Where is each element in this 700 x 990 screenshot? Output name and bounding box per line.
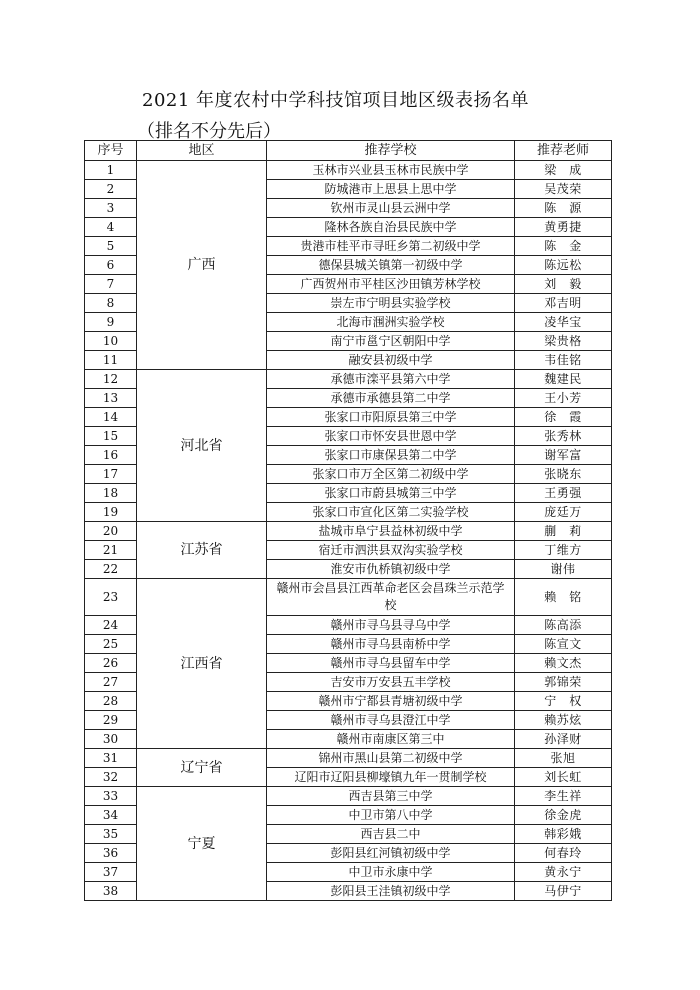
school-name: 赣州市南康区第三中 <box>267 730 515 749</box>
teacher-name: 王小芳 <box>515 389 612 408</box>
teacher-name: 张晓东 <box>515 465 612 484</box>
school-name: 西吉县二中 <box>267 825 515 844</box>
school-name: 张家口市康保县第二中学 <box>267 446 515 465</box>
teacher-name: 韦佳铭 <box>515 351 612 370</box>
teacher-name: 宁 权 <box>515 692 612 711</box>
teacher-name: 蒯 莉 <box>515 522 612 541</box>
teacher-name: 陈 金 <box>515 237 612 256</box>
teacher-name: 邓吉明 <box>515 294 612 313</box>
row-index: 21 <box>85 541 137 560</box>
row-index: 8 <box>85 294 137 313</box>
region-cell: 江西省 <box>137 579 267 749</box>
row-index: 4 <box>85 218 137 237</box>
school-name: 张家口市万全区第二初级中学 <box>267 465 515 484</box>
teacher-name: 张秀林 <box>515 427 612 446</box>
award-table <box>84 140 612 901</box>
school-name: 彭阳县红河镇初级中学 <box>267 844 515 863</box>
row-index: 9 <box>85 313 137 332</box>
school-name: 宿迁市泗洪县双沟实验学校 <box>267 541 515 560</box>
row-index: 17 <box>85 465 137 484</box>
row-index: 3 <box>85 199 137 218</box>
school-name: 张家口市蔚县城第三中学 <box>267 484 515 503</box>
teacher-name: 丁维方 <box>515 541 612 560</box>
row-index: 7 <box>85 275 137 294</box>
school-name: 张家口市宣化区第二实验学校 <box>267 503 515 522</box>
row-index: 27 <box>85 673 137 692</box>
school-name: 中卫市永康中学 <box>267 863 515 882</box>
school-name: 贵港市桂平市寻旺乡第二初级中学 <box>267 237 515 256</box>
school-name: 锦州市黑山县第二初级中学 <box>267 749 515 768</box>
school-name: 赣州市会昌县江西革命老区会昌珠兰示范学校 <box>267 579 515 616</box>
teacher-name: 赖 铭 <box>515 579 612 616</box>
school-name: 赣州市寻乌县留车中学 <box>267 654 515 673</box>
teacher-name: 郭锦荣 <box>515 673 612 692</box>
school-name: 彭阳县王洼镇初级中学 <box>267 882 515 901</box>
table-row <box>85 787 612 806</box>
school-name: 承德市承德县第二中学 <box>267 389 515 408</box>
region-cell: 宁夏 <box>137 787 267 901</box>
teacher-name: 黄勇捷 <box>515 218 612 237</box>
table-row <box>85 161 612 180</box>
row-index: 38 <box>85 882 137 901</box>
teacher-name: 李生祥 <box>515 787 612 806</box>
teacher-name: 王勇强 <box>515 484 612 503</box>
school-name: 北海市涠洲实验学校 <box>267 313 515 332</box>
row-index: 22 <box>85 560 137 579</box>
teacher-name: 徐 霞 <box>515 408 612 427</box>
row-index: 28 <box>85 692 137 711</box>
table-header-row <box>85 141 612 161</box>
region-cell: 江苏省 <box>137 522 267 579</box>
row-index: 30 <box>85 730 137 749</box>
row-index: 10 <box>85 332 137 351</box>
teacher-name: 凌华宝 <box>515 313 612 332</box>
row-index: 5 <box>85 237 137 256</box>
teacher-name: 陈远松 <box>515 256 612 275</box>
teacher-name: 谢军富 <box>515 446 612 465</box>
teacher-name: 梁 成 <box>515 161 612 180</box>
header-school: 推荐学校 <box>267 141 515 161</box>
document-subtitle: （排名不分先后） <box>137 121 281 142</box>
teacher-name: 韩彩娥 <box>515 825 612 844</box>
row-index: 16 <box>85 446 137 465</box>
table-row <box>85 579 612 616</box>
row-index: 33 <box>85 787 137 806</box>
teacher-name: 魏建民 <box>515 370 612 389</box>
school-name: 张家口市阳原县第三中学 <box>267 408 515 427</box>
teacher-name: 陈宣文 <box>515 635 612 654</box>
teacher-name: 孙泽财 <box>515 730 612 749</box>
teacher-name: 黄永宁 <box>515 863 612 882</box>
school-name: 张家口市怀安县世恩中学 <box>267 427 515 446</box>
row-index: 29 <box>85 711 137 730</box>
row-index: 25 <box>85 635 137 654</box>
teacher-name: 刘长虹 <box>515 768 612 787</box>
school-name: 广西贺州市平桂区沙田镇芳林学校 <box>267 275 515 294</box>
row-index: 18 <box>85 484 137 503</box>
school-name: 中卫市第八中学 <box>267 806 515 825</box>
school-name: 钦州市灵山县云洲中学 <box>267 199 515 218</box>
row-index: 35 <box>85 825 137 844</box>
school-name: 赣州市寻乌县澄江中学 <box>267 711 515 730</box>
teacher-name: 梁贵格 <box>515 332 612 351</box>
school-name: 玉林市兴业县玉林市民族中学 <box>267 161 515 180</box>
row-index: 23 <box>85 579 137 616</box>
row-index: 15 <box>85 427 137 446</box>
teacher-name: 庞廷万 <box>515 503 612 522</box>
school-name: 吉安市万安县五丰学校 <box>267 673 515 692</box>
row-index: 1 <box>85 161 137 180</box>
table-row <box>85 749 612 768</box>
row-index: 32 <box>85 768 137 787</box>
row-index: 12 <box>85 370 137 389</box>
school-name: 赣州市宁都县青塘初级中学 <box>267 692 515 711</box>
teacher-name: 谢伟 <box>515 560 612 579</box>
header-teacher: 推荐老师 <box>515 141 612 161</box>
school-name: 隆林各族自治县民族中学 <box>267 218 515 237</box>
row-index: 20 <box>85 522 137 541</box>
teacher-name: 赖苏炫 <box>515 711 612 730</box>
header-index: 序号 <box>85 141 137 161</box>
row-index: 31 <box>85 749 137 768</box>
table-body <box>85 161 612 901</box>
row-index: 14 <box>85 408 137 427</box>
row-index: 34 <box>85 806 137 825</box>
teacher-name: 何春玲 <box>515 844 612 863</box>
region-cell: 广西 <box>137 161 267 370</box>
row-index: 37 <box>85 863 137 882</box>
teacher-name: 赖文杰 <box>515 654 612 673</box>
region-cell: 河北省 <box>137 370 267 522</box>
teacher-name: 吴茂荣 <box>515 180 612 199</box>
school-name: 融安县初级中学 <box>267 351 515 370</box>
table-row <box>85 370 612 389</box>
row-index: 19 <box>85 503 137 522</box>
row-index: 24 <box>85 616 137 635</box>
row-index: 11 <box>85 351 137 370</box>
school-name: 盐城市阜宁县益林初级中学 <box>267 522 515 541</box>
school-name: 南宁市邕宁区朝阳中学 <box>267 332 515 351</box>
school-name: 崇左市宁明县实验学校 <box>267 294 515 313</box>
school-name: 德保县城关镇第一初级中学 <box>267 256 515 275</box>
teacher-name: 马伊宁 <box>515 882 612 901</box>
document-title: 2021 年度农村中学科技馆项目地区级表扬名单 <box>142 90 530 111</box>
row-index: 13 <box>85 389 137 408</box>
table-row <box>85 522 612 541</box>
school-name: 赣州市寻乌县寻乌中学 <box>267 616 515 635</box>
header-region: 地区 <box>137 141 267 161</box>
row-index: 26 <box>85 654 137 673</box>
teacher-name: 陈高添 <box>515 616 612 635</box>
school-name: 赣州市寻乌县南桥中学 <box>267 635 515 654</box>
teacher-name: 徐金虎 <box>515 806 612 825</box>
school-name: 承德市滦平县第六中学 <box>267 370 515 389</box>
row-index: 2 <box>85 180 137 199</box>
teacher-name: 刘 毅 <box>515 275 612 294</box>
row-index: 36 <box>85 844 137 863</box>
school-name: 西吉县第三中学 <box>267 787 515 806</box>
school-name: 辽阳市辽阳县柳壕镇九年一贯制学校 <box>267 768 515 787</box>
school-name: 淮安市仇桥镇初级中学 <box>267 560 515 579</box>
teacher-name: 陈 源 <box>515 199 612 218</box>
row-index: 6 <box>85 256 137 275</box>
teacher-name: 张旭 <box>515 749 612 768</box>
school-name: 防城港市上思县上思中学 <box>267 180 515 199</box>
region-cell: 辽宁省 <box>137 749 267 787</box>
